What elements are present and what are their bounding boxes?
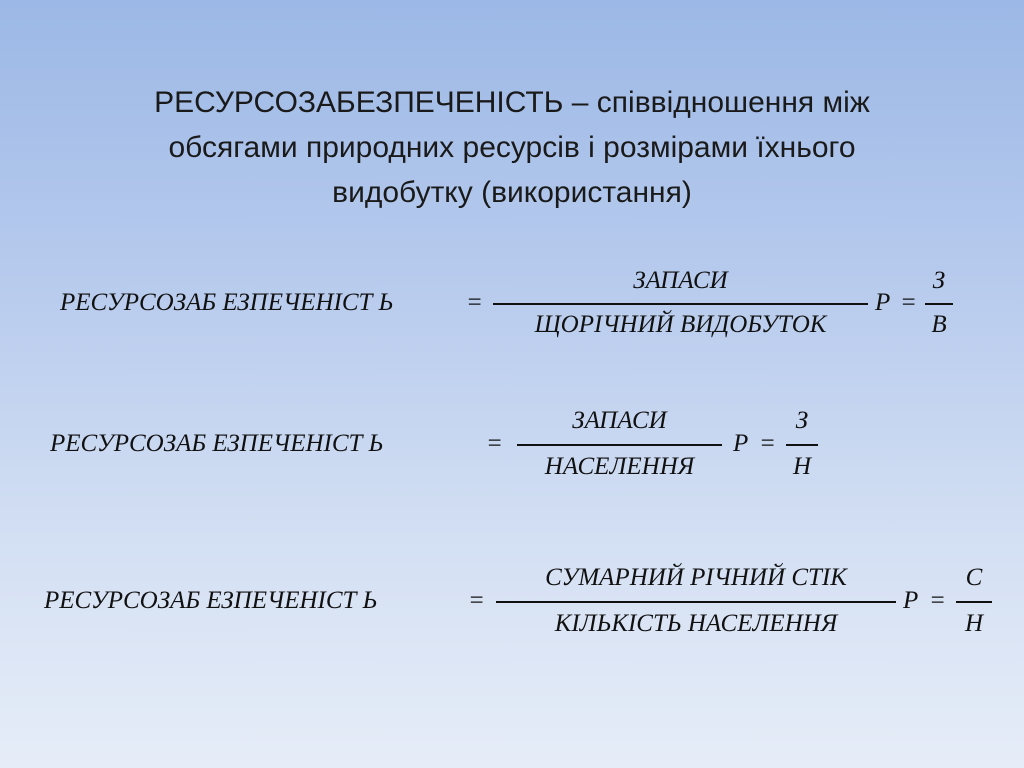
formula-lhs: РЕСУРСОЗАБ ЕЗПЕЧЕНІСТ Ь: [50, 430, 384, 457]
fraction-bar: [496, 601, 896, 603]
fraction-numerator: СУМАРНИЙ РІЧНИЙ СТІК: [545, 564, 847, 591]
formula-lhs: РЕСУРСОЗАБ ЕЗПЕЧЕНІСТ Ь: [60, 289, 394, 316]
fraction: [496, 560, 896, 650]
short-fraction: [956, 560, 992, 650]
equals-sign: =: [929, 587, 946, 614]
equals-sign: =: [900, 289, 917, 316]
fraction-denominator: КІЛЬКІСТЬ НАСЕЛЕННЯ: [554, 610, 838, 637]
formula-lhs: РЕСУРСОЗАБ ЕЗПЕЧЕНІСТ Ь: [44, 587, 378, 614]
equals-sign: =: [466, 289, 483, 316]
fraction-bar: [493, 303, 868, 305]
short-fraction-denominator: В: [931, 311, 947, 338]
fraction-bar: [925, 303, 953, 305]
formula-2: [0, 403, 1024, 493]
fraction-denominator: ЩОРІЧНИЙ ВИДОБУТОК: [534, 311, 827, 338]
short-fraction: [786, 403, 818, 493]
short-fraction: [925, 262, 953, 352]
fraction: [517, 403, 722, 493]
short-fraction-numerator: З: [795, 407, 809, 434]
equals-sign: =: [486, 430, 503, 457]
equals-sign: =: [759, 430, 776, 457]
formula-1: [0, 262, 1024, 352]
fraction-numerator: ЗАПАСИ: [633, 267, 728, 294]
short-fraction-denominator: Н: [792, 453, 812, 480]
fraction: [493, 262, 868, 352]
fraction-bar: [956, 601, 992, 603]
fraction-numerator: ЗАПАСИ: [572, 407, 667, 434]
title-line-2: обсягами природних ресурсів і розмірами їхнього: [168, 131, 856, 164]
short-variable: Р: [903, 587, 919, 614]
formula-3: [0, 560, 1024, 650]
title-line-1: РЕСУРСОЗАБЕЗПЕЧЕНІСТЬ – співвідношення між: [154, 86, 870, 119]
short-fraction-numerator: З: [932, 267, 946, 294]
fraction-bar: [517, 444, 722, 446]
equals-sign: =: [468, 587, 485, 614]
short-variable: Р: [875, 289, 891, 316]
fraction-bar: [786, 444, 818, 446]
fraction-denominator: НАСЕЛЕННЯ: [544, 453, 695, 480]
short-variable: Р: [733, 430, 749, 457]
short-fraction-numerator: С: [965, 564, 983, 591]
short-fraction-denominator: Н: [964, 610, 984, 637]
slide-title: [62, 80, 962, 215]
title-line-3: видобутку (використання): [332, 176, 692, 209]
